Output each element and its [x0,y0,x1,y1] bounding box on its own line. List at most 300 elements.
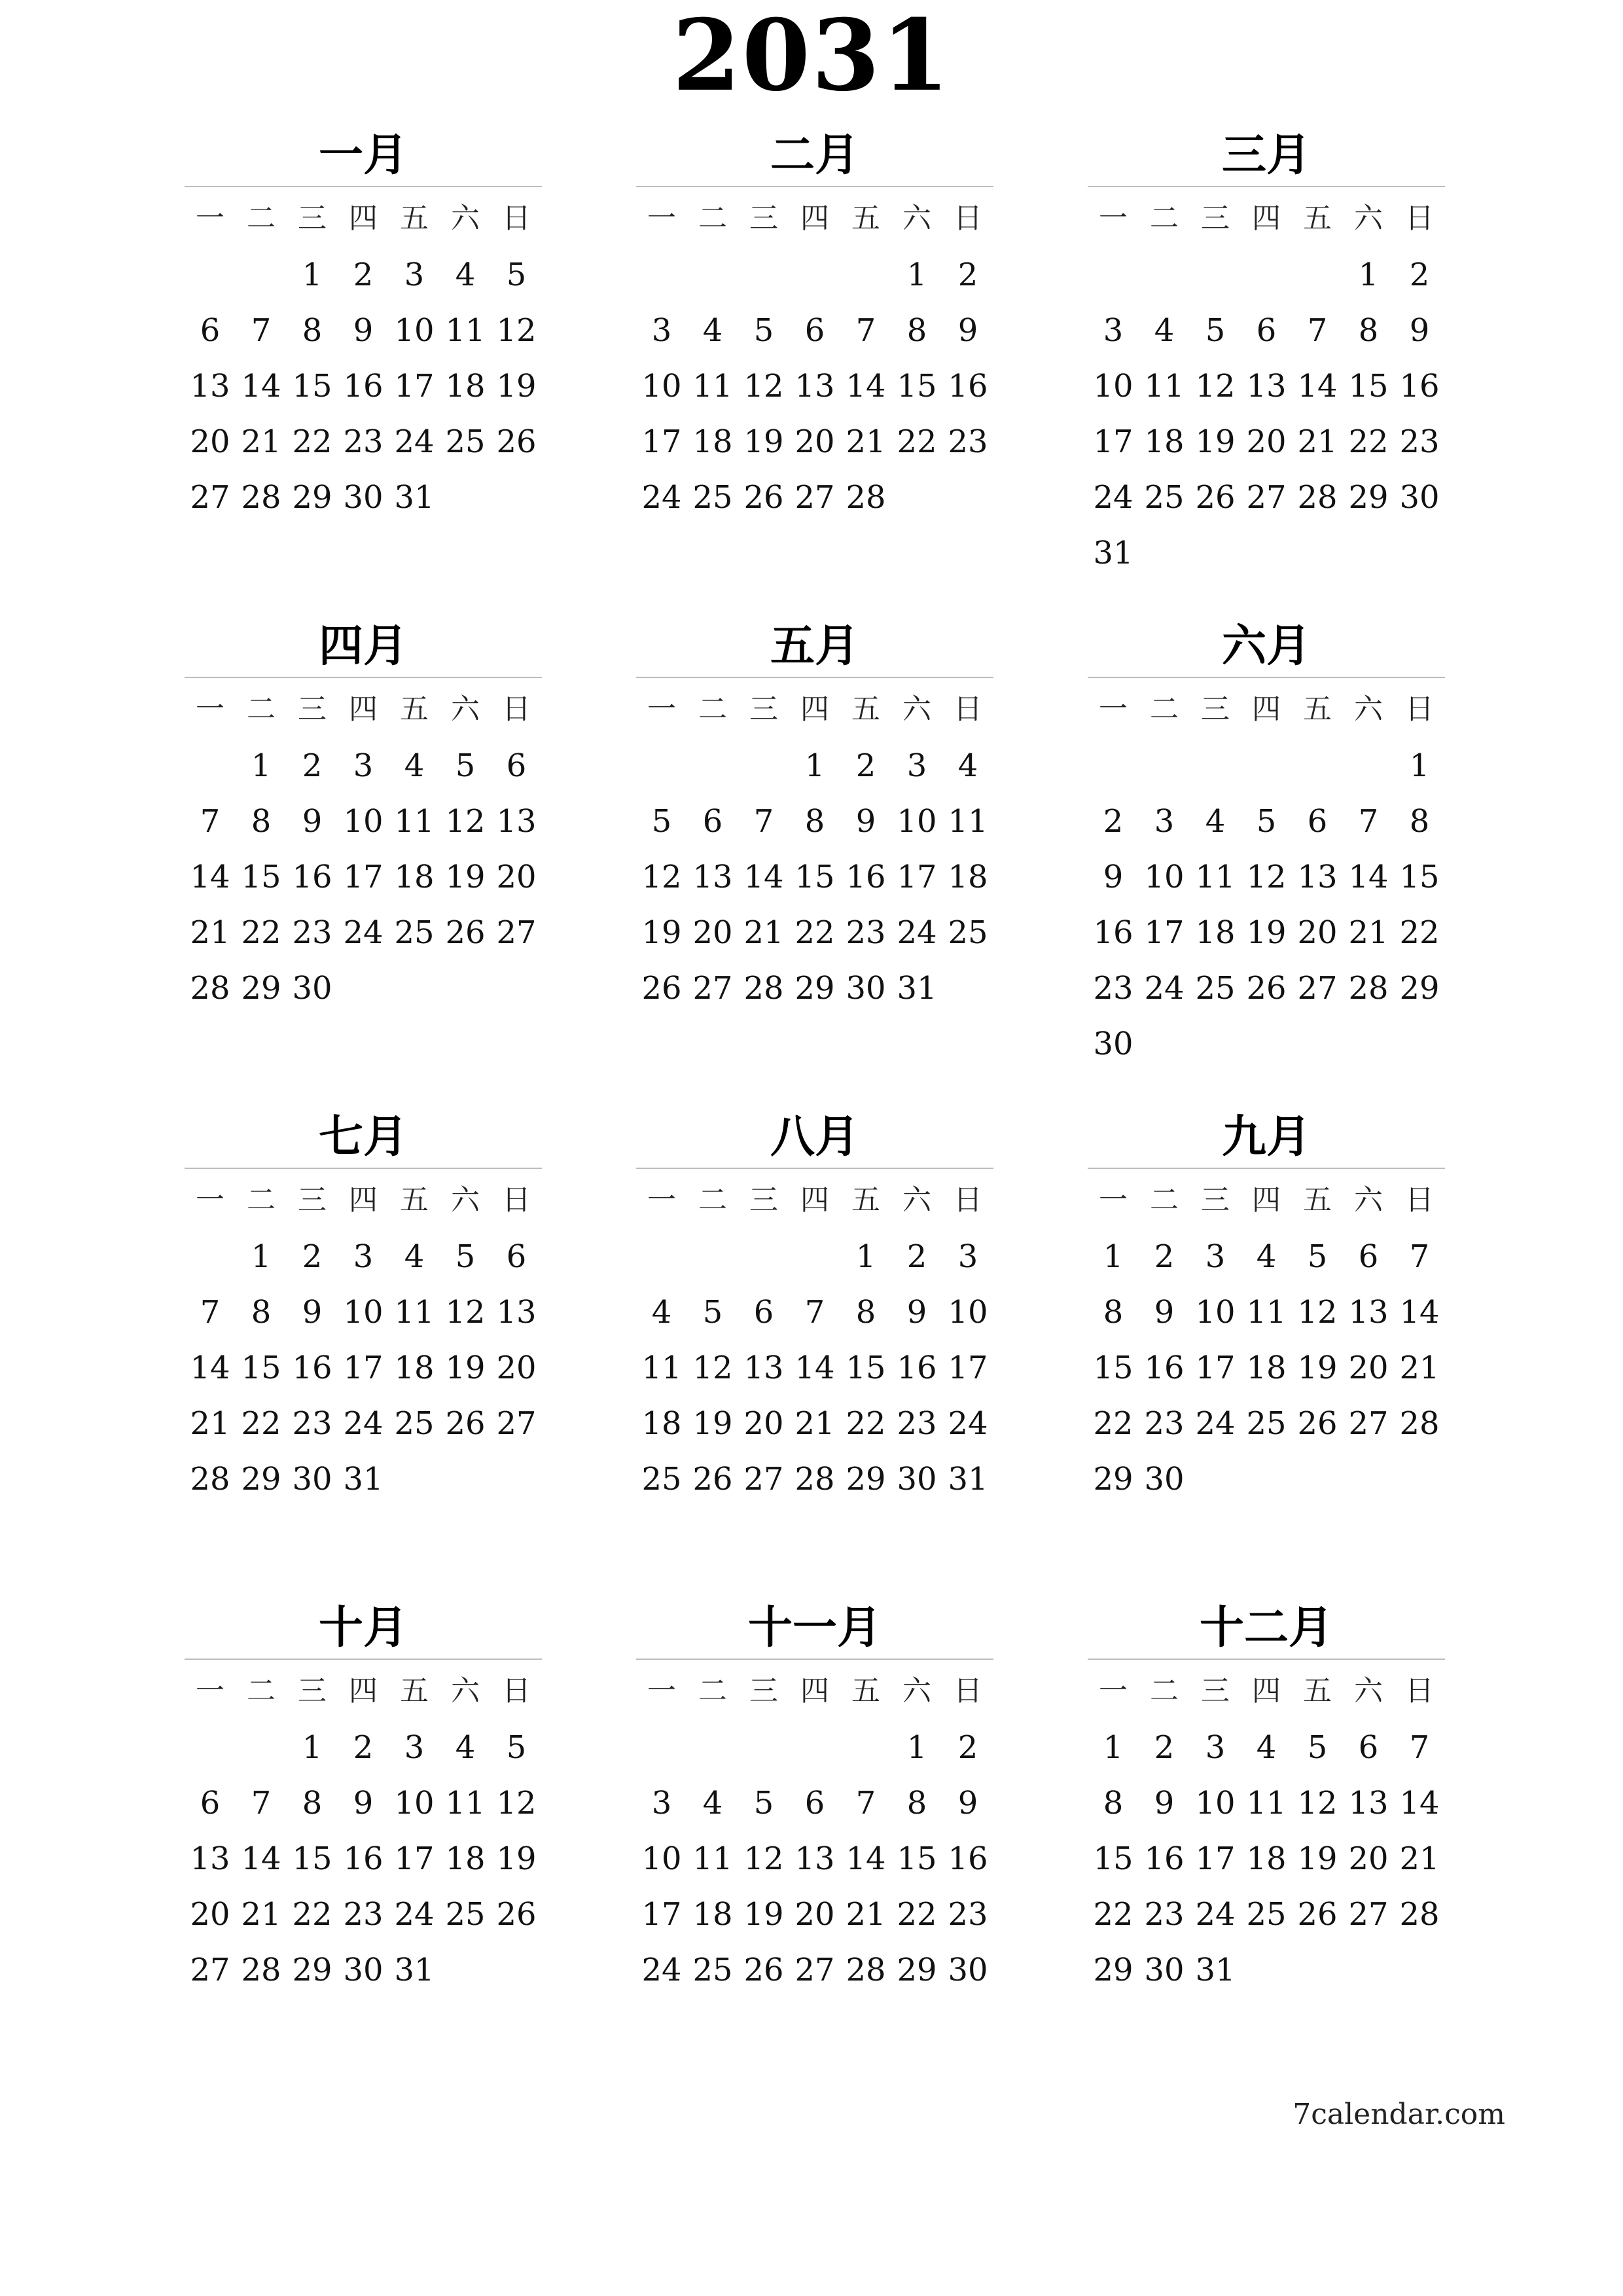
day-cell: 21 [743,914,784,951]
day-cell: 18 [394,858,435,895]
day-cell: 5 [455,1238,476,1275]
day-cell: 3 [651,312,672,349]
day-cell: 11 [948,802,988,840]
day-cell: 14 [241,1840,281,1877]
day-cell: 14 [1399,1293,1440,1331]
day-cell: 7 [1307,312,1328,349]
day-cell: 7 [1409,1729,1430,1766]
weekday-label: 日 [954,202,982,235]
weekday-label: 五 [400,1183,429,1217]
day-cell: 4 [702,312,723,349]
day-cell: 31 [394,478,435,516]
day-cell: 28 [1297,478,1338,516]
day-cell: 2 [957,256,978,293]
day-cell: 13 [1348,1784,1389,1821]
day-cell: 6 [1256,312,1277,349]
day-cell: 23 [846,914,886,951]
day-cell: 10 [1195,1293,1236,1331]
day-cell: 15 [292,367,332,404]
weekday-label: 三 [298,202,327,235]
day-cell: 7 [251,1784,272,1821]
month-divider [1088,1168,1445,1169]
empty-cell [1292,738,1343,793]
day-cell: 17 [948,1349,988,1386]
day-cell: 31 [948,1460,988,1498]
day-cell: 12 [1297,1784,1338,1821]
empty-cell [1190,247,1241,302]
weekday-label: 六 [902,202,931,235]
day-cell: 17 [641,423,682,460]
day-cell: 11 [692,1840,733,1877]
day-cell: 26 [692,1460,733,1498]
empty-cell [636,1229,687,1284]
day-cell: 3 [404,256,425,293]
day-cell: 3 [353,1238,374,1275]
day-cell: 23 [343,423,383,460]
day-cell: 10 [1093,367,1133,404]
day-grid [1088,191,1445,581]
day-cell: 20 [190,423,230,460]
day-cell: 12 [496,1784,537,1821]
day-cell: 23 [292,1405,332,1442]
month-name: 六月 [1221,620,1311,672]
day-cell: 11 [1195,858,1236,895]
day-cell: 19 [692,1405,733,1442]
day-cell: 20 [496,1349,537,1386]
weekday-label: 一 [647,1183,676,1217]
day-cell: 14 [1297,367,1338,404]
day-cell: 23 [1399,423,1440,460]
day-cell: 9 [855,802,876,840]
day-cell: 13 [190,367,230,404]
day-cell: 8 [906,1784,927,1821]
day-cell: 27 [794,1951,835,1988]
weekday-label: 日 [1405,202,1434,235]
year-title: 2031 [672,0,951,113]
day-cell: 16 [1144,1349,1185,1386]
day-grid [636,1173,993,1507]
weekday-label: 二 [698,1183,727,1217]
day-cell: 11 [445,312,486,349]
day-cell: 27 [1348,1895,1389,1933]
weekday-label: 六 [902,1183,931,1217]
day-cell: 16 [343,367,383,404]
day-cell: 20 [794,1895,835,1933]
month-name: 二月 [770,130,859,181]
empty-cell [840,1719,891,1775]
day-cell: 17 [394,1840,435,1877]
day-cell: 1 [251,747,272,784]
weekday-label: 二 [1150,1674,1179,1708]
day-cell: 13 [496,1293,537,1331]
weekday-label: 二 [247,1183,276,1217]
day-cell: 21 [1297,423,1338,460]
weekday-label: 六 [1354,1183,1383,1217]
month-divider [636,186,993,187]
day-cell: 31 [343,1460,383,1498]
day-cell: 30 [948,1951,988,1988]
day-cell: 30 [343,1951,383,1988]
day-cell: 24 [948,1405,988,1442]
day-cell: 12 [445,802,486,840]
empty-cell [185,1229,236,1284]
day-cell: 1 [251,1238,272,1275]
empty-cell [236,247,287,302]
day-cell: 1 [302,1729,323,1766]
weekday-label: 日 [502,1674,531,1708]
day-cell: 2 [1154,1238,1175,1275]
day-cell: 29 [1093,1460,1133,1498]
empty-cell [840,247,891,302]
empty-cell [236,1719,287,1775]
day-cell: 1 [1409,747,1430,784]
day-cell: 19 [1246,914,1287,951]
day-cell: 18 [948,858,988,895]
day-cell: 17 [343,858,383,895]
day-cell: 19 [445,858,486,895]
day-cell: 11 [1144,367,1185,404]
day-cell: 8 [1409,802,1430,840]
month-divider [185,677,542,678]
day-cell: 12 [743,1840,784,1877]
weekday-label: 二 [247,202,276,235]
weekday-label: 六 [451,692,480,726]
day-cell: 30 [343,478,383,516]
day-grid [1088,682,1445,1071]
day-cell: 29 [794,969,835,1007]
day-cell: 25 [1195,969,1236,1007]
day-cell: 5 [455,747,476,784]
month-block [185,1106,542,1507]
day-cell: 31 [897,969,937,1007]
day-cell: 6 [753,1293,774,1331]
day-cell: 16 [948,1840,988,1877]
day-grid [1088,1173,1445,1507]
day-cell: 28 [1348,969,1389,1007]
day-cell: 7 [1409,1238,1430,1275]
month-divider [636,1168,993,1169]
day-cell: 30 [1144,1460,1185,1498]
month-divider [185,1168,542,1169]
empty-cell [1343,738,1394,793]
weekday-label: 一 [647,1674,676,1708]
day-cell: 10 [394,1784,435,1821]
day-cell: 4 [404,1238,425,1275]
empty-cell [1241,738,1292,793]
day-cell: 15 [897,367,937,404]
day-cell: 10 [343,1293,383,1331]
empty-cell [738,738,789,793]
empty-cell [1088,247,1139,302]
month-block [185,1597,542,1998]
day-cell: 3 [957,1238,978,1275]
day-cell: 18 [1246,1840,1287,1877]
day-cell: 26 [1246,969,1287,1007]
empty-cell [687,1719,738,1775]
day-cell: 25 [394,914,435,951]
month-name: 八月 [770,1111,859,1163]
day-cell: 16 [1093,914,1133,951]
weekday-label: 五 [1303,692,1332,726]
day-cell: 12 [496,312,537,349]
day-cell: 22 [292,423,332,460]
day-cell: 10 [1195,1784,1236,1821]
day-cell: 28 [241,478,281,516]
month-block [185,615,542,1016]
day-cell: 15 [241,858,281,895]
day-cell: 5 [1307,1238,1328,1275]
empty-cell [1139,247,1190,302]
weekday-label: 四 [800,1183,829,1217]
day-cell: 11 [394,1293,435,1331]
day-cell: 11 [692,367,733,404]
day-cell: 5 [753,1784,774,1821]
weekday-label: 六 [1354,202,1383,235]
day-cell: 8 [1358,312,1379,349]
month-name: 四月 [318,620,408,672]
day-cell: 7 [251,312,272,349]
day-cell: 19 [743,423,784,460]
day-grid [185,1664,542,1998]
day-cell: 8 [1103,1784,1124,1821]
weekday-label: 四 [349,202,378,235]
weekday-label: 五 [851,692,880,726]
day-cell: 8 [855,1293,876,1331]
empty-cell [1190,738,1241,793]
day-cell: 8 [906,312,927,349]
day-cell: 15 [1399,858,1440,895]
weekday-label: 二 [698,1674,727,1708]
day-cell: 10 [641,1840,682,1877]
empty-cell [1139,738,1190,793]
day-cell: 2 [302,1238,323,1275]
day-cell: 21 [190,914,230,951]
day-cell: 16 [897,1349,937,1386]
day-cell: 29 [1348,478,1389,516]
day-cell: 5 [506,1729,527,1766]
day-cell: 23 [292,914,332,951]
month-divider [1088,186,1445,187]
month-block [1088,1597,1445,1998]
day-cell: 22 [1348,423,1389,460]
day-cell: 24 [343,914,383,951]
day-cell: 2 [906,1238,927,1275]
day-cell: 3 [404,1729,425,1766]
day-cell: 28 [1399,1895,1440,1933]
day-cell: 11 [394,802,435,840]
day-cell: 26 [743,1951,784,1988]
month-block [636,615,993,1016]
empty-cell [687,738,738,793]
empty-cell [185,1719,236,1775]
weekday-label: 六 [451,1674,480,1708]
day-cell: 11 [1246,1784,1287,1821]
day-cell: 10 [948,1293,988,1331]
day-cell: 27 [1348,1405,1389,1442]
day-cell: 29 [292,478,332,516]
weekday-label: 五 [1303,1674,1332,1708]
weekday-label: 五 [400,692,429,726]
day-cell: 8 [302,1784,323,1821]
month-divider [185,186,542,187]
weekday-label: 六 [902,1674,931,1708]
day-cell: 21 [794,1405,835,1442]
day-cell: 3 [1154,802,1175,840]
day-cell: 26 [445,914,486,951]
day-cell: 2 [1103,802,1124,840]
weekday-label: 四 [349,1674,378,1708]
day-cell: 15 [1348,367,1389,404]
day-cell: 30 [897,1460,937,1498]
day-cell: 22 [1093,1895,1133,1933]
weekday-label: 四 [1252,1183,1281,1217]
empty-cell [789,247,840,302]
day-cell: 2 [1154,1729,1175,1766]
day-cell: 13 [743,1349,784,1386]
weekday-label: 三 [1201,692,1230,726]
weekday-label: 三 [1201,1674,1230,1708]
day-cell: 29 [1093,1951,1133,1988]
weekday-label: 五 [400,202,429,235]
day-cell: 8 [302,312,323,349]
day-cell: 17 [394,367,435,404]
day-cell: 6 [804,312,825,349]
day-cell: 4 [1205,802,1226,840]
day-cell: 30 [846,969,886,1007]
day-cell: 18 [692,1895,733,1933]
day-cell: 27 [794,478,835,516]
weekday-label: 日 [1405,1674,1434,1708]
day-cell: 5 [753,312,774,349]
weekday-label: 四 [800,202,829,235]
weekday-label: 日 [1405,692,1434,726]
month-name: 十月 [318,1602,408,1654]
day-cell: 7 [753,802,774,840]
weekday-label: 三 [749,692,778,726]
weekday-label: 四 [349,1183,378,1217]
weekday-label: 四 [800,1674,829,1708]
day-cell: 22 [292,1895,332,1933]
weekday-label: 日 [502,1183,531,1217]
day-cell: 4 [702,1784,723,1821]
day-cell: 25 [692,478,733,516]
day-cell: 14 [743,858,784,895]
day-cell: 9 [957,312,978,349]
day-cell: 17 [1195,1349,1236,1386]
month-name: 三月 [1221,130,1311,181]
day-cell: 23 [897,1405,937,1442]
empty-cell [185,738,236,793]
day-cell: 24 [897,914,937,951]
weekday-label: 三 [298,1183,327,1217]
day-cell: 26 [1297,1895,1338,1933]
day-cell: 10 [343,802,383,840]
day-cell: 28 [743,969,784,1007]
day-cell: 29 [292,1951,332,1988]
day-cell: 19 [496,1840,537,1877]
day-cell: 1 [1103,1729,1124,1766]
day-cell: 19 [743,1895,784,1933]
day-cell: 14 [846,1840,886,1877]
day-cell: 9 [353,1784,374,1821]
month-name: 十一月 [747,1602,882,1654]
day-grid [636,191,993,525]
day-cell: 10 [394,312,435,349]
day-cell: 16 [292,858,332,895]
weekday-label: 一 [196,1674,224,1708]
day-cell: 16 [846,858,886,895]
day-cell: 6 [200,312,221,349]
weekday-label: 日 [502,202,531,235]
month-block [185,124,542,525]
day-cell: 21 [190,1405,230,1442]
day-cell: 25 [948,914,988,951]
day-cell: 1 [804,747,825,784]
day-cell: 1 [855,1238,876,1275]
day-cell: 28 [846,1951,886,1988]
day-cell: 9 [906,1293,927,1331]
day-cell: 7 [200,1293,221,1331]
day-cell: 30 [1144,1951,1185,1988]
day-cell: 7 [200,802,221,840]
day-cell: 6 [200,1784,221,1821]
day-cell: 13 [794,367,835,404]
site-credit: 7calendar.com [1293,2098,1505,2131]
day-cell: 23 [1144,1405,1185,1442]
day-cell: 17 [343,1349,383,1386]
weekday-label: 日 [954,1674,982,1708]
day-cell: 29 [241,1460,281,1498]
day-cell: 29 [846,1460,886,1498]
day-cell: 23 [1144,1895,1185,1933]
day-cell: 7 [804,1293,825,1331]
day-cell: 5 [1205,312,1226,349]
day-cell: 18 [1195,914,1236,951]
month-block [636,124,993,525]
weekday-label: 二 [247,1674,276,1708]
day-cell: 28 [794,1460,835,1498]
day-cell: 26 [1195,478,1236,516]
day-cell: 21 [846,423,886,460]
day-cell: 13 [692,858,733,895]
day-cell: 18 [1144,423,1185,460]
day-cell: 17 [897,858,937,895]
day-cell: 3 [1205,1729,1226,1766]
day-cell: 26 [496,423,537,460]
day-cell: 4 [957,747,978,784]
day-cell: 14 [190,1349,230,1386]
day-cell: 16 [1144,1840,1185,1877]
empty-cell [636,1719,687,1775]
day-cell: 22 [1093,1405,1133,1442]
day-cell: 31 [394,1951,435,1988]
day-cell: 20 [190,1895,230,1933]
day-cell: 9 [302,1293,323,1331]
weekday-label: 一 [1099,202,1128,235]
day-cell: 22 [241,914,281,951]
day-cell: 2 [1409,256,1430,293]
day-cell: 11 [1246,1293,1287,1331]
day-cell: 24 [1093,478,1133,516]
weekday-label: 四 [800,692,829,726]
day-cell: 15 [1093,1349,1133,1386]
day-cell: 24 [1144,969,1185,1007]
day-cell: 24 [641,1951,682,1988]
day-cell: 9 [957,1784,978,1821]
day-cell: 4 [1256,1729,1277,1766]
day-cell: 25 [1246,1405,1287,1442]
day-cell: 23 [948,423,988,460]
